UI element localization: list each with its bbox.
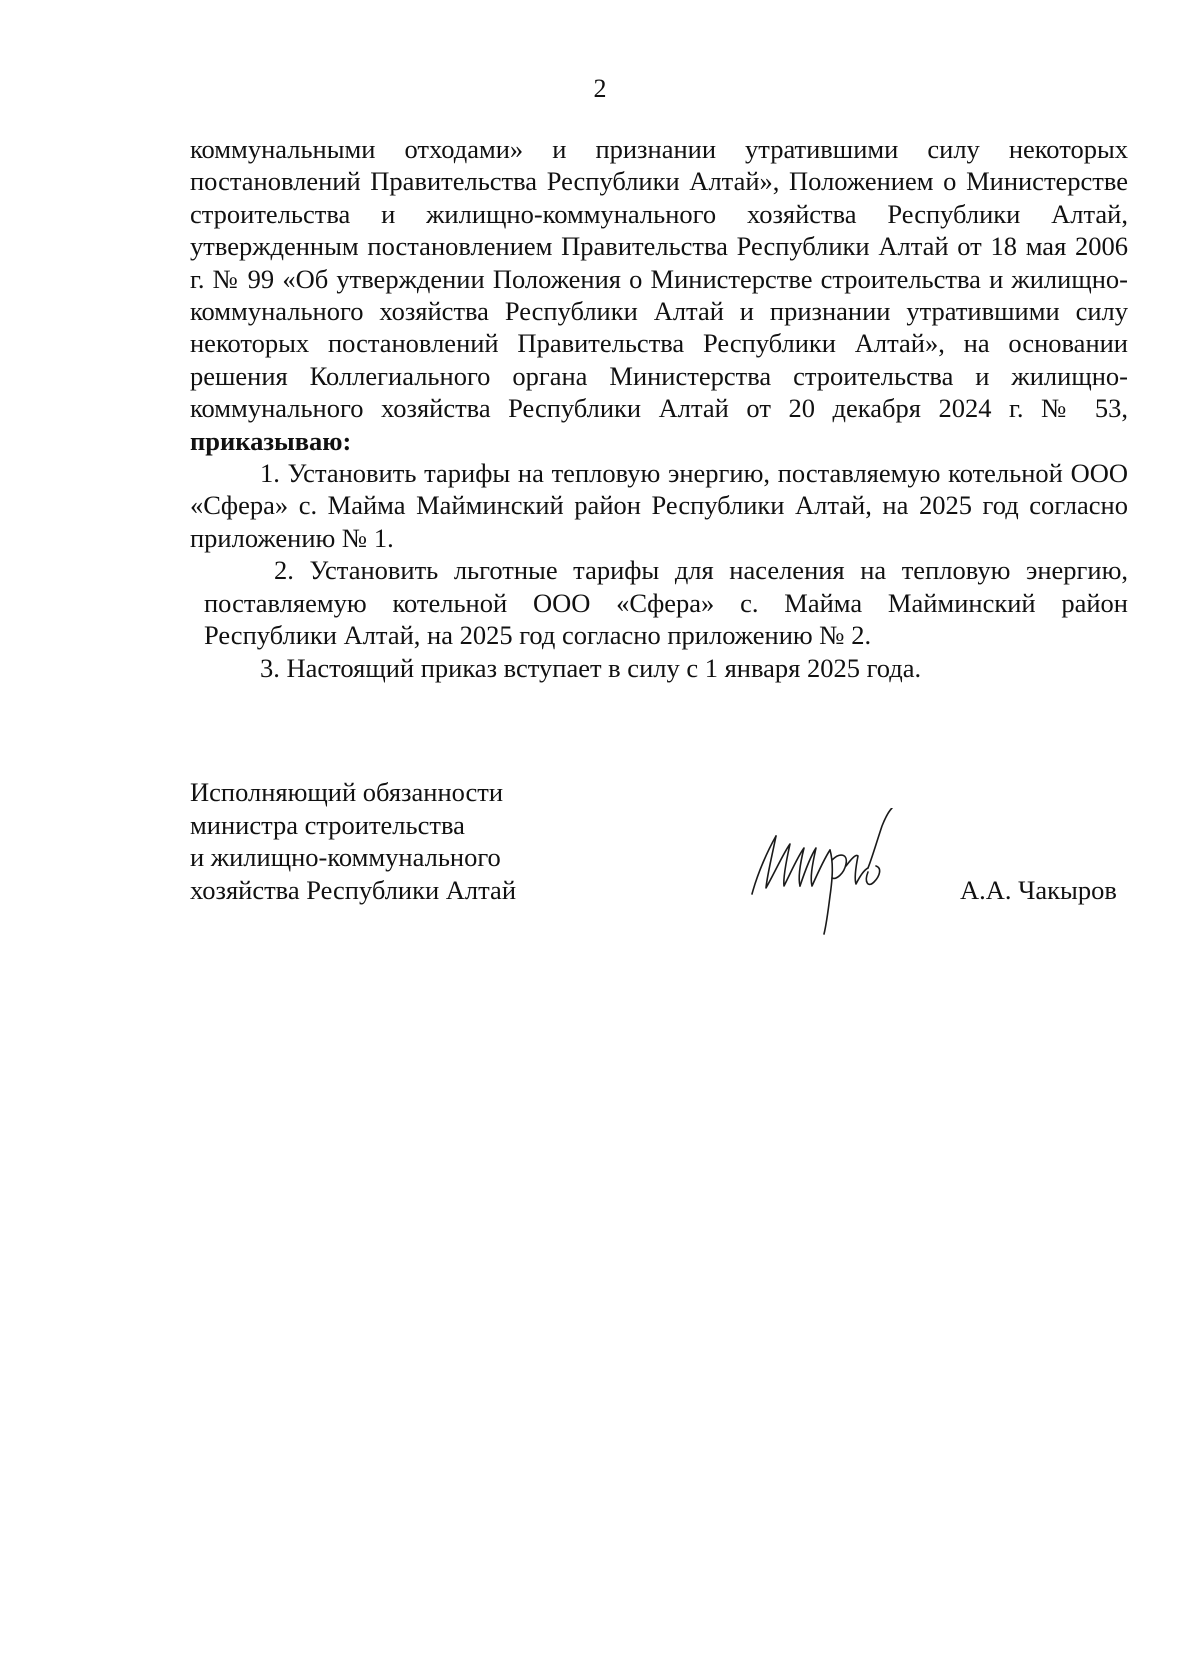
order-item-3: 3. Настоящий приказ вступает в силу с 1 января 2025 года. [260, 652, 922, 683]
position-line: Исполняющий обязанности [190, 777, 504, 807]
preamble-paragraph [190, 133, 1128, 457]
handwritten-signature [750, 808, 950, 938]
position-line: и жилищно-коммунального [190, 842, 501, 873]
order-body [190, 133, 1128, 684]
preamble-text: коммунальными отходами» и признании утратившими силу некоторых постановлений Правительства Республики Алтай», Положением о Министерстве строительства и жилищно-коммунального хозяйства Республики Алтай, утвержденным постановлением Правительства Республики Алтай от 18 мая 2006 г. № 99 «Об утверждении Положения о Министерстве строительства и жилищно-коммунального хозяйства Республики Алтай и признании утратившими силу некоторых постановлений Правительства Республики Алтай», на основании решения Коллегиального органа Министерства строительства и жилищно-коммунального хозяйства Республики Алтай от 20 декабря 2024 г. № 53, [190, 134, 1128, 424]
order-item-1: 1. Установить тарифы на тепловую энергию, поставляемую котельной ООО «Сфера» с. Майма Майминский район Республики Алтай, на 2025 год согласно приложению № 1. [190, 458, 1128, 553]
order-keyword: приказываю: [190, 425, 352, 456]
signatory-position [190, 776, 516, 906]
signer-name: А.А. Чакыров [960, 875, 1117, 905]
position-line: министра строительства [190, 809, 465, 840]
order-item-2: 2. Установить льготные тарифы для населения на тепловую энергию, поставляемую котельной ООО «Сфера» с. Майма Майминский район Республики Алтай, на 2025 год согласно приложению № 2. [204, 555, 1128, 651]
position-line: хозяйства Республики Алтай [190, 874, 516, 905]
page-number: 2 [593, 74, 607, 103]
